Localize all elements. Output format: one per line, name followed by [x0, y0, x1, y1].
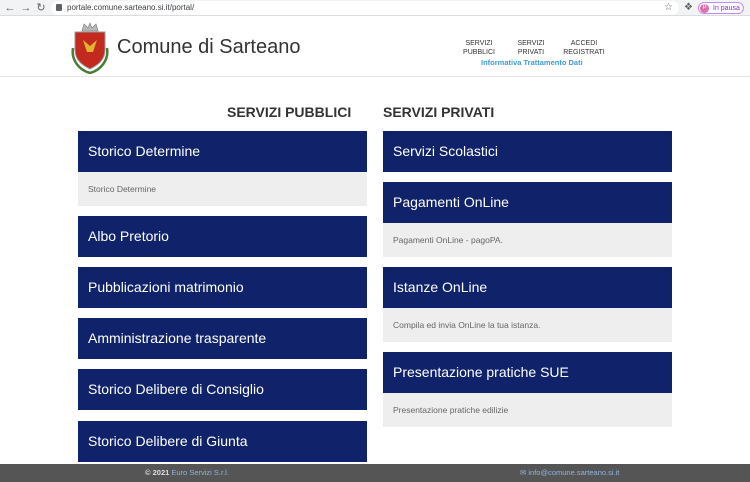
menu-line: ACCEDI: [570, 40, 598, 47]
back-icon[interactable]: ←: [4, 2, 16, 14]
copyright: [145, 464, 229, 482]
browser-toolbar: [0, 0, 750, 16]
site-title[interactable]: Comune di Sarteano: [117, 36, 301, 58]
private-services-title: SERVIZI PRIVATI: [383, 104, 495, 120]
menu-servizi-privati[interactable]: [515, 39, 547, 57]
privacy-policy-link[interactable]: Informativa Trattamento Dati: [481, 58, 583, 67]
public-services-title: SERVIZI PUBBLICI: [227, 104, 352, 120]
card-description: Presentazione pratiche edilizie: [383, 393, 672, 427]
service-card-delibere-consiglio[interactable]: [78, 369, 367, 410]
menu-servizi-pubblici[interactable]: [463, 39, 495, 57]
card-title[interactable]: Servizi Scolastici: [383, 131, 672, 172]
extensions-icon[interactable]: ❖: [684, 2, 693, 13]
menu-line: PRIVATI: [517, 49, 545, 56]
reload-icon[interactable]: ↻: [36, 2, 46, 14]
card-title[interactable]: Albo Pretorio: [78, 216, 367, 257]
service-card-pubblicazioni-matrimonio[interactable]: [78, 267, 367, 308]
site-header: [0, 17, 750, 77]
address-bar[interactable]: [51, 1, 679, 15]
menu-line: REGISTRATI: [563, 49, 605, 56]
service-card-amministrazione-trasparente[interactable]: [78, 318, 367, 359]
service-card-istanze-online[interactable]: [383, 267, 672, 342]
site-footer: [0, 464, 750, 482]
service-card-servizi-scolastici[interactable]: [383, 131, 672, 172]
card-title[interactable]: Pubblicazioni matrimonio: [78, 267, 367, 308]
profile-status: In pausa: [713, 5, 740, 12]
profile-button[interactable]: [698, 2, 744, 14]
service-card-albo-pretorio[interactable]: [78, 216, 367, 257]
copyright-text: © 2021: [145, 468, 170, 477]
bookmark-star-icon[interactable]: ☆: [664, 2, 673, 13]
service-card-pagamenti-online[interactable]: [383, 182, 672, 257]
company-link[interactable]: Euro Servizi S.r.l.: [171, 468, 229, 477]
coat-of-arms-logo[interactable]: [70, 22, 110, 74]
avatar: P: [700, 4, 709, 13]
menu-accedi-registrati[interactable]: [563, 39, 605, 57]
url-text: portale.comune.sarteano.si.it/portal/: [67, 3, 195, 12]
card-title[interactable]: Storico Determine: [78, 131, 367, 172]
email-text: info@comune.sarteano.si.it: [528, 468, 620, 477]
card-title[interactable]: Storico Delibere di Consiglio: [78, 369, 367, 410]
service-card-delibere-giunta[interactable]: [78, 421, 367, 462]
lock-icon: [56, 4, 62, 11]
card-title[interactable]: Presentazione pratiche SUE: [383, 352, 672, 393]
card-description: Compila ed invia OnLine la tua istanza.: [383, 308, 672, 342]
forward-icon[interactable]: →: [20, 2, 32, 14]
card-description: Pagamenti OnLine - pagoPA.: [383, 223, 672, 257]
menu-line: SERVIZI: [517, 40, 545, 47]
card-description: Storico Determine: [78, 172, 367, 206]
menu-line: PUBBLICI: [463, 49, 495, 56]
service-card-storico-determine[interactable]: [78, 131, 367, 206]
email-link[interactable]: [520, 464, 619, 482]
menu-line: SERVIZI: [465, 40, 493, 47]
envelope-icon: ✉: [520, 468, 527, 477]
card-title[interactable]: Istanze OnLine: [383, 267, 672, 308]
card-title[interactable]: Amministrazione trasparente: [78, 318, 367, 359]
card-title[interactable]: Storico Delibere di Giunta: [78, 421, 367, 462]
card-title[interactable]: Pagamenti OnLine: [383, 182, 672, 223]
service-card-pratiche-sue[interactable]: [383, 352, 672, 427]
